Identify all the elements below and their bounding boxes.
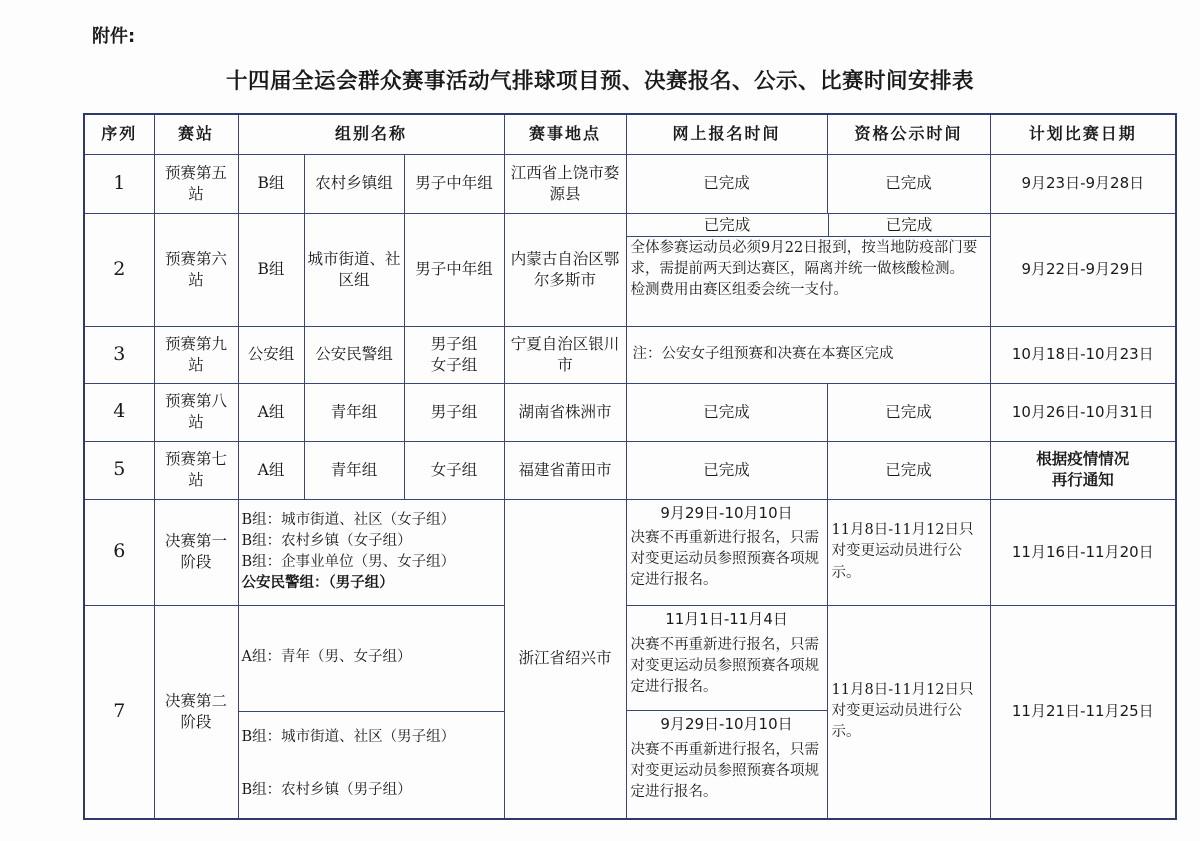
row-publicity: 11月8日-11月12日只对变更运动员进行公示。 [827,499,990,605]
table-row [84,499,1176,605]
registration-note: 决赛不再重新进行报名，只需对变更运动员参照预赛各项规定进行报名。 [630,741,820,800]
row-schedule: 11月16日-11月20日 [990,499,1176,605]
row-venue: 湖南省株洲市 [504,383,626,441]
row-venue: 福建省莆田市 [504,441,626,499]
row-schedule: 10月26日-10月31日 [990,383,1176,441]
header-schedule: 计划比赛日期 [990,114,1176,154]
row-group: A组 [238,383,304,441]
row-registration: 已完成 [627,214,829,236]
row-seq: 2 [84,213,154,326]
row-group: B组 [238,213,304,326]
row-publicity: 已完成 [827,383,990,441]
row-gender [404,326,504,383]
row-group: A组 [238,441,304,499]
row-registration: 已完成 [626,383,827,441]
row-venue: 内蒙古自治区鄂尔多斯市 [504,213,626,326]
document-title: 十四届全运会群众赛事活动气排球项目预、决赛报名、公示、比赛时间安排表 [225,69,974,94]
row-publicity: 已完成 [885,215,933,234]
row-seq: 4 [84,383,154,441]
row-group: B组 [238,154,304,213]
row-category: 农村乡镇组 [304,154,404,213]
row-schedule-line: 根据疫情情况 [1036,450,1130,469]
group-line: 公安民警组：（男子组） [241,575,394,592]
row-groups [238,605,504,819]
row-gender-line: 女子组 [430,355,478,374]
schedule-table [83,113,1177,820]
row-venue: 江西省上饶市婺源县 [504,154,626,213]
header-venue: 赛事地点 [504,114,626,154]
row-note-payment: 检测费用由赛区组委会统一支付。 [630,281,849,298]
row-note: 注：公安女子组预赛和决赛在本赛区完成 [626,326,990,383]
row-seq: 3 [84,326,154,383]
row-seq: 5 [84,441,154,499]
row-station: 预赛第五站 [154,154,238,213]
table-row [84,213,1176,326]
registration-a-cell [627,606,827,711]
table-row [84,383,1176,441]
group-line: B组：城市街道、社区（女子组） [241,511,456,528]
header-seq: 序列 [84,114,154,154]
group-line: B组：城市街道、社区（男子组） [241,729,456,746]
row-schedule: 9月22日-9月29日 [990,213,1176,326]
registration-b-cell [627,711,827,817]
row-station: 决赛第二阶段 [154,605,238,819]
row-category: 城市街道、社区组 [304,213,404,326]
header-publicity: 资格公示时间 [827,114,990,154]
row-seq: 7 [84,605,154,819]
row-seq: 6 [84,499,154,605]
group-line: B组：农村乡镇（男子组） [241,782,412,799]
row-gender: 男子中年组 [404,154,504,213]
row-station: 预赛第九站 [154,326,238,383]
row-registration: 已完成 [626,154,827,213]
header-group-name: 组别名称 [238,114,504,154]
row-gender: 男子中年组 [404,213,504,326]
row-group: 公安组 [238,326,304,383]
table-row [84,605,1176,819]
row-station: 预赛第七站 [154,441,238,499]
registration-date: 9月29日-10月10日 [660,715,793,733]
header-registration: 网上报名时间 [626,114,827,154]
row-publicity: 11月8日-11月12日只对变更运动员进行公示。 [827,605,990,819]
row-seq: 1 [84,154,154,213]
table-row [84,154,1176,213]
row-schedule: 11月21日-11月25日 [990,605,1176,819]
row-registration-publicity [626,213,990,326]
row-gender-line: 男子组 [430,334,478,353]
row-registration [626,499,827,605]
registration-note: 决赛不再重新进行报名，只需对变更运动员参照预赛各项规定进行报名。 [630,530,820,589]
header-row [84,114,1176,154]
row-publicity: 已完成 [827,154,990,213]
row-gender: 女子组 [404,441,504,499]
row-station: 预赛第八站 [154,383,238,441]
row-registration: 已完成 [626,441,827,499]
row-gender: 男子组 [404,383,504,441]
table-row [84,326,1176,383]
row-schedule-line: 再行通知 [1051,471,1114,489]
attachment-label: 附件: [92,26,136,47]
row-schedule: 9月23日-9月28日 [990,154,1176,213]
registration-date: 11月1日-11月4日 [665,610,788,628]
row-station: 决赛第一阶段 [154,499,238,605]
header-station: 赛站 [154,114,238,154]
registration-date: 9月29日-10月10日 [660,503,793,522]
row-publicity: 已完成 [827,441,990,499]
row-venue-final: 浙江省绍兴市 [504,499,626,819]
row-note: 全体参赛运动员必须9月22日报到，按当地防疫部门要求，需提前两天到达赛区，隔离并统一做核酸检测。 [630,239,978,277]
row-category: 青年组 [304,441,404,499]
group-line: A组：青年（男、女子组） [241,649,412,666]
group-line: B组：农村乡镇（女子组） [241,532,412,549]
row-station: 预赛第六站 [154,213,238,326]
group-line: B组：企事业单位（男、女子组） [241,554,456,570]
row-schedule [990,441,1176,499]
table-row [84,441,1176,499]
row-venue: 宁夏自治区银川市 [504,326,626,383]
row-schedule: 10月18日-10月23日 [990,326,1176,383]
registration-note: 决赛不再重新进行报名，只需对变更运动员参照预赛各项规定进行报名。 [630,636,820,695]
group-a-cell [239,606,504,712]
group-b-cell [239,712,504,818]
row-groups [238,499,504,605]
row-category: 公安民警组 [304,326,404,383]
row-registration [626,605,827,819]
row-category: 青年组 [304,383,404,441]
